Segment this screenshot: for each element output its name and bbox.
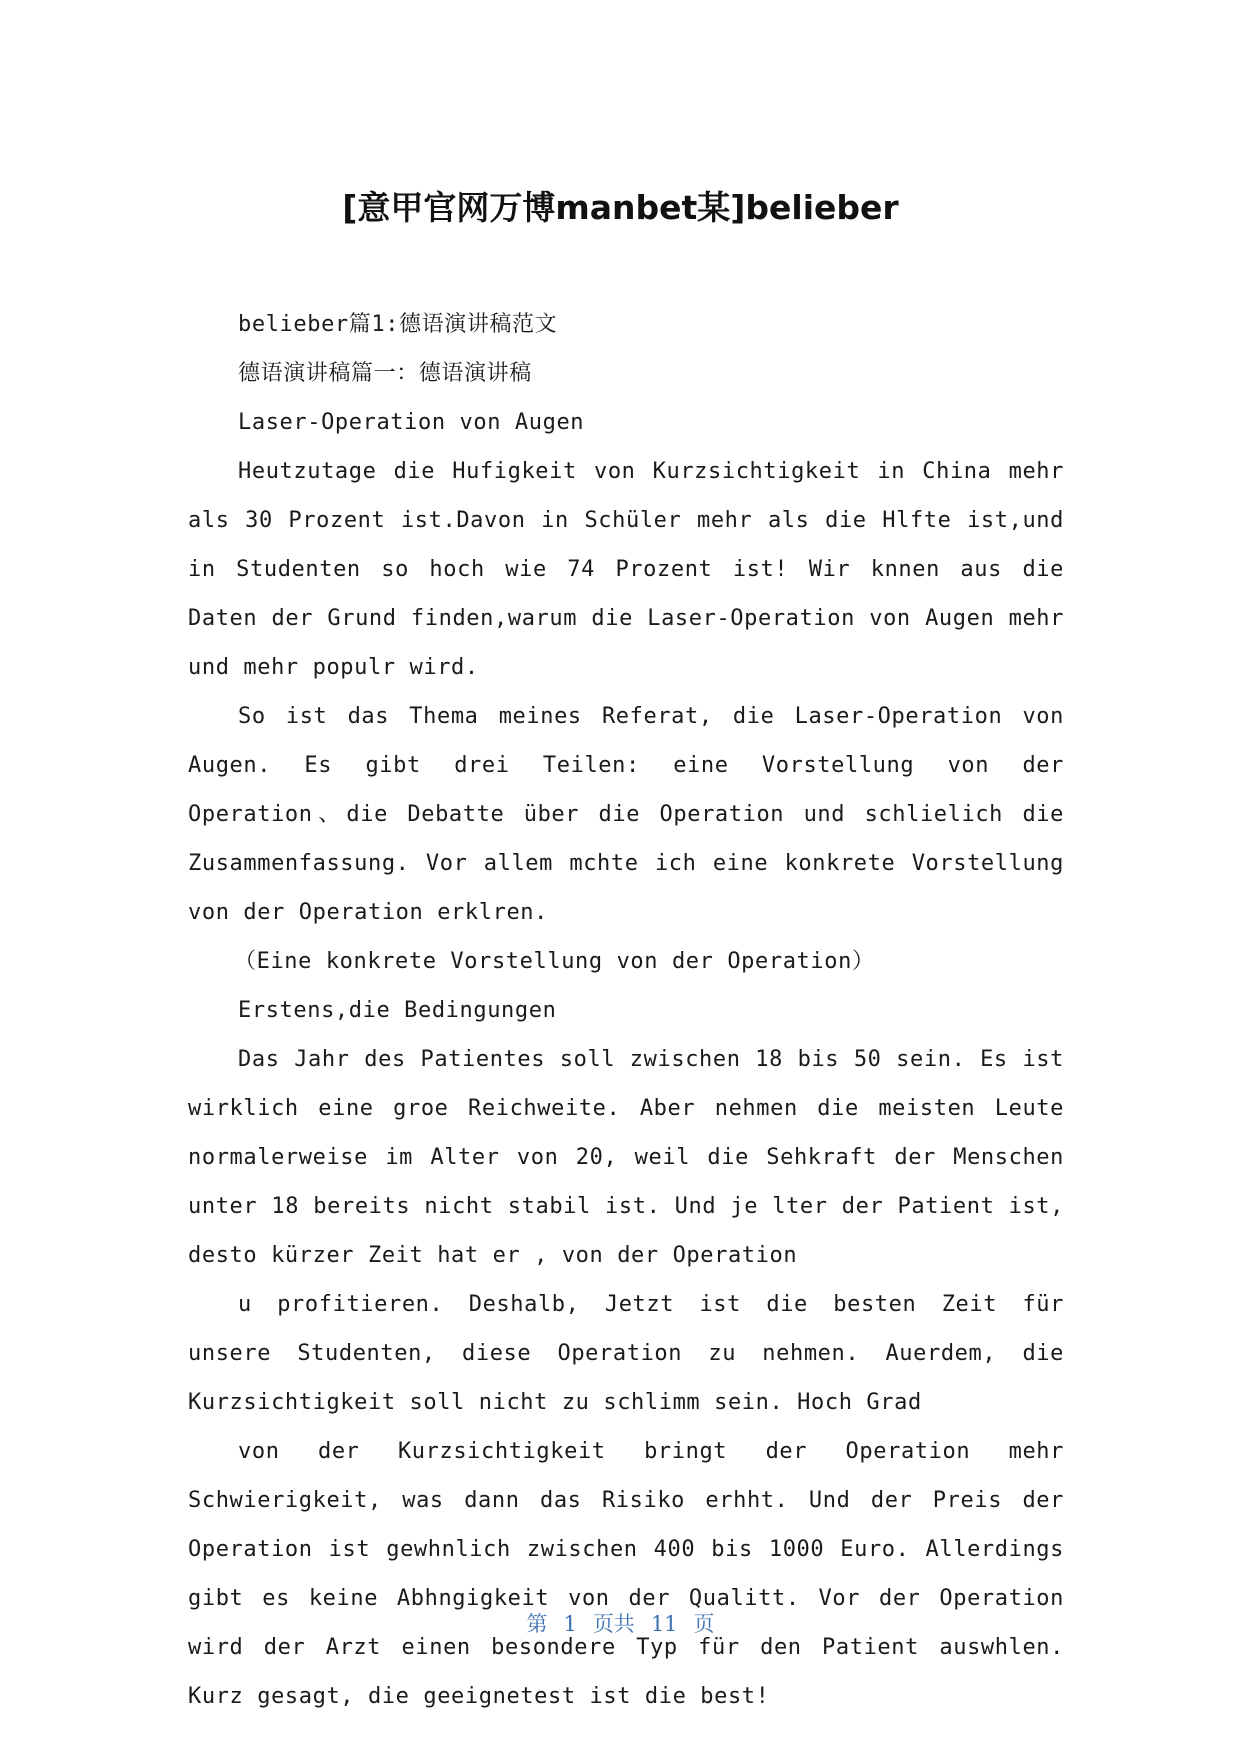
paragraph-7: Erstens,die Bedingungen	[238, 998, 557, 1023]
paragraph-5: So ist das Thema meines Referat, die Laser-Operation von Augen. Es gibt drei Teilen: eine Vorstellung von der Operation、die Debatte über die Operation und schlielich die Zusammenfassung. Vor allem mchte ich eine konkrete Vorstellung von der Operation erklren.	[188, 704, 1064, 925]
paragraph-6: （Eine konkrete Vorstellung von der Operation）	[234, 949, 875, 974]
paragraph-10: von der Kurzsichtigkeit bringt der Operation mehr Schwierigkeit, was dann das Risiko erhht. Und der Preis der Operation ist gewhnlich zwischen 400 bis 1000 Euro. Allerdings gibt es keine Abhngigkeit von der Qualitt. Vor der Operation wird der Arzt einen besondere Typ für den Patient auswhlen. Kurz gesagt, die geeignetest ist die best!	[188, 1439, 1064, 1709]
document-body	[188, 300, 1064, 1721]
paragraph-9: u profitieren. Deshalb, Jetzt ist die besten Zeit für unsere Studenten, diese Operation zu nehmen. Auerdem, die Kurzsichtigkeit soll nicht zu schlimm sein. Hoch Grad	[188, 1292, 1064, 1415]
footer-middle: 页共	[592, 1612, 635, 1636]
paragraph-8: Das Jahr des Patientes soll zwischen 18 bis 50 sein. Es ist wirklich eine groe Reichweite. Aber nehmen die meisten Leute normalerweise im Alter von 20, weil die Sehkraft der Menschen unter 18 bereits nicht stabil ist. Und je lter der Patient ist, desto kürzer Zeit hat er , von der Operation	[188, 1047, 1064, 1268]
paragraph-3: Laser-Operation von Augen	[238, 410, 585, 435]
paragraph-1: belieber篇1:德语演讲稿范文	[238, 312, 558, 337]
footer-suffix: 页	[693, 1612, 715, 1636]
footer-prefix: 第	[526, 1612, 548, 1636]
footer-page-number: 1	[563, 1612, 577, 1636]
paragraph-2: 德语演讲稿篇一：德语演讲稿	[238, 361, 532, 386]
footer-total-pages: 11	[650, 1612, 678, 1636]
page-footer	[0, 1608, 1241, 1638]
paragraph-4: Heutzutage die Hufigkeit von Kurzsichtigkeit in China mehr als 30 Prozent ist.Davon in Schüler mehr als die Hlfte ist,und in Studenten so hoch wie 74 Prozent ist! Wir knnen aus die Daten der Grund finden,warum die Laser-Operation von Augen mehr und mehr populr wird.	[188, 459, 1064, 680]
document-title: [意甲官网万博manbet某]belieber	[342, 188, 899, 227]
